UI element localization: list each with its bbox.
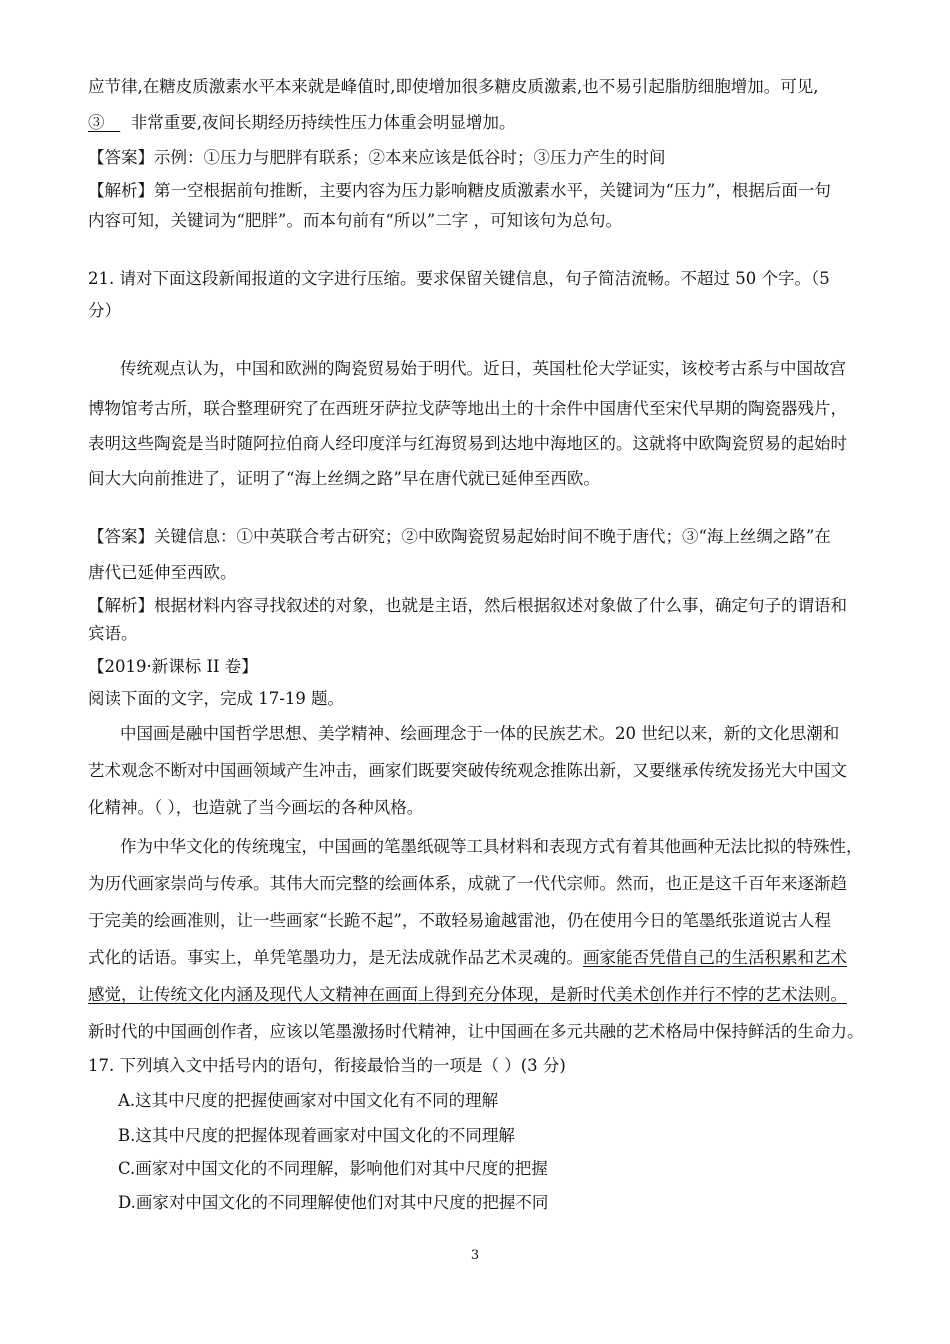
text-span: 非常重要,夜间长期经历持续性压力体重会明显增加。 xyxy=(130,113,516,132)
analysis-line: 【解析】第一空根据前句推断，主要内容为压力影响糖皮质激素水平，关键词为“压力”，根据后面一句 xyxy=(88,181,831,200)
question-21-prompt: 分） xyxy=(88,301,121,320)
passage-line: 新时代的中国画创作者，应该以笔墨激扬时代精神，让中国画在多元共融的艺术格局中保持鲜活的生命力。 xyxy=(88,1022,864,1041)
option-c: C.画家对中国文化的不同理解，影响他们对其中尺度的把握 xyxy=(118,1159,548,1178)
passage-line: 表明这些陶瓷是当时随阿拉伯商人经印度洋与红海贸易到达地中海地区的。这就将中欧陶瓷贸易的起始时 xyxy=(88,434,847,453)
underlined-sentence: 感觉，让传统文化内涵及现代人文精神在画面上得到充分体现，是新时代美术创作并行不悖的艺术法则。 xyxy=(88,985,847,1004)
passage-line: 为历代画家崇尚与传承。其伟大而完整的绘画体系，成就了一代代宗师。然而，也正是这千百年来逐渐趋 xyxy=(88,874,847,893)
text-line xyxy=(88,112,516,134)
option-d: D.画家对中国文化的不同理解使他们对其中尺度的把握不同 xyxy=(118,1193,549,1212)
answer-line: 【答案】示例：①压力与肥胖有联系；②本来应该是低谷时；③压力产生的时间 xyxy=(88,148,666,167)
passage-line: 间大大向前推进了，证明了“海上丝绸之路”早在唐代就已延伸至西欧。 xyxy=(88,469,600,488)
underlined-sentence: 画家能否凭借自己的生活积累和艺术 xyxy=(583,948,847,967)
analysis-line: 【解析】根据材料内容寻找叙述的对象，也就是主语，然后根据叙述对象做了什么事，确定句子的谓语和 xyxy=(88,596,847,615)
passage-line: 化精神。（ ），也造就了当今画坛的各种风格。 xyxy=(88,798,424,817)
section-heading: 【2019·新课标 II 卷】 xyxy=(88,657,258,676)
passage-line: 艺术观念不断对中国画领域产生冲击，画家们既要突破传统观念推陈出新，又要继承传统发扬光大中国文 xyxy=(88,761,847,780)
analysis-line: 宾语。 xyxy=(88,624,138,643)
passage-line: 博物馆考古所，联合整理研究了在西班牙萨拉戈萨等地出土的十余件中国唐代至宋代早期的陶瓷器残片， xyxy=(88,399,847,418)
passage-line: 于完美的绘画准则，让一些画家“长跪不起”，不敢轻易逾越雷池，仍在使用今日的笔墨纸张道说古人程 xyxy=(88,911,831,930)
passage-line: 作为中华文化的传统瑰宝，中国画的笔墨纸砚等工具材料和表现方式有着其他画种无法比拟的特殊性， xyxy=(120,837,863,856)
option-a: A.这其中尺度的把握使画家对中国文化有不同的理解 xyxy=(118,1091,499,1110)
text-line: 应节律,在糖皮质激素水平本来就是峰值时,即使增加很多糖皮质激素,也不易引起脂肪细胞增加。可见, xyxy=(88,77,819,96)
passage-line xyxy=(88,947,847,969)
answer-line: 唐代已延伸至西欧。 xyxy=(88,563,237,582)
question-17-prompt: 17. 下列填入文中括号内的语句，衔接最恰当的一项是（ ）(3 分) xyxy=(88,1056,566,1075)
passage-line: 传统观点认为，中国和欧洲的陶瓷贸易始于明代。近日，英国杜伦大学证实，该校考古系与中国故宫 xyxy=(120,359,846,378)
passage-line: 中国画是融中国哲学思想、美学精神、绘画理念于一体的民族艺术。20 世纪以来，新的文化思潮和 xyxy=(120,724,840,743)
reading-instruction: 阅读下面的文字，完成 17-19 题。 xyxy=(88,689,345,708)
analysis-line: 内容可知，关键词为“肥胖”。而本句前有“所以”二字 ，可知该句为总句。 xyxy=(88,211,622,230)
page-number: 3 xyxy=(470,1248,480,1263)
fill-blank-3: ③ xyxy=(88,113,105,132)
question-21-prompt: 21. 请对下面这段新闻报道的文字进行压缩。要求保留关键信息，句子简洁流畅。不超过 50 个字。（5 xyxy=(88,269,830,288)
text-span: 式化的话语。事实上，单凭笔墨功力，是无法成就作品艺术灵魂的。 xyxy=(88,948,583,967)
answer-line: 【答案】关键信息：①中英联合考古研究；②中欧陶瓷贸易起始时间不晚于唐代；③“海上丝绸之路”在 xyxy=(88,527,831,546)
option-b: B.这其中尺度的把握体现着画家对中国文化的不同理解 xyxy=(118,1126,515,1145)
